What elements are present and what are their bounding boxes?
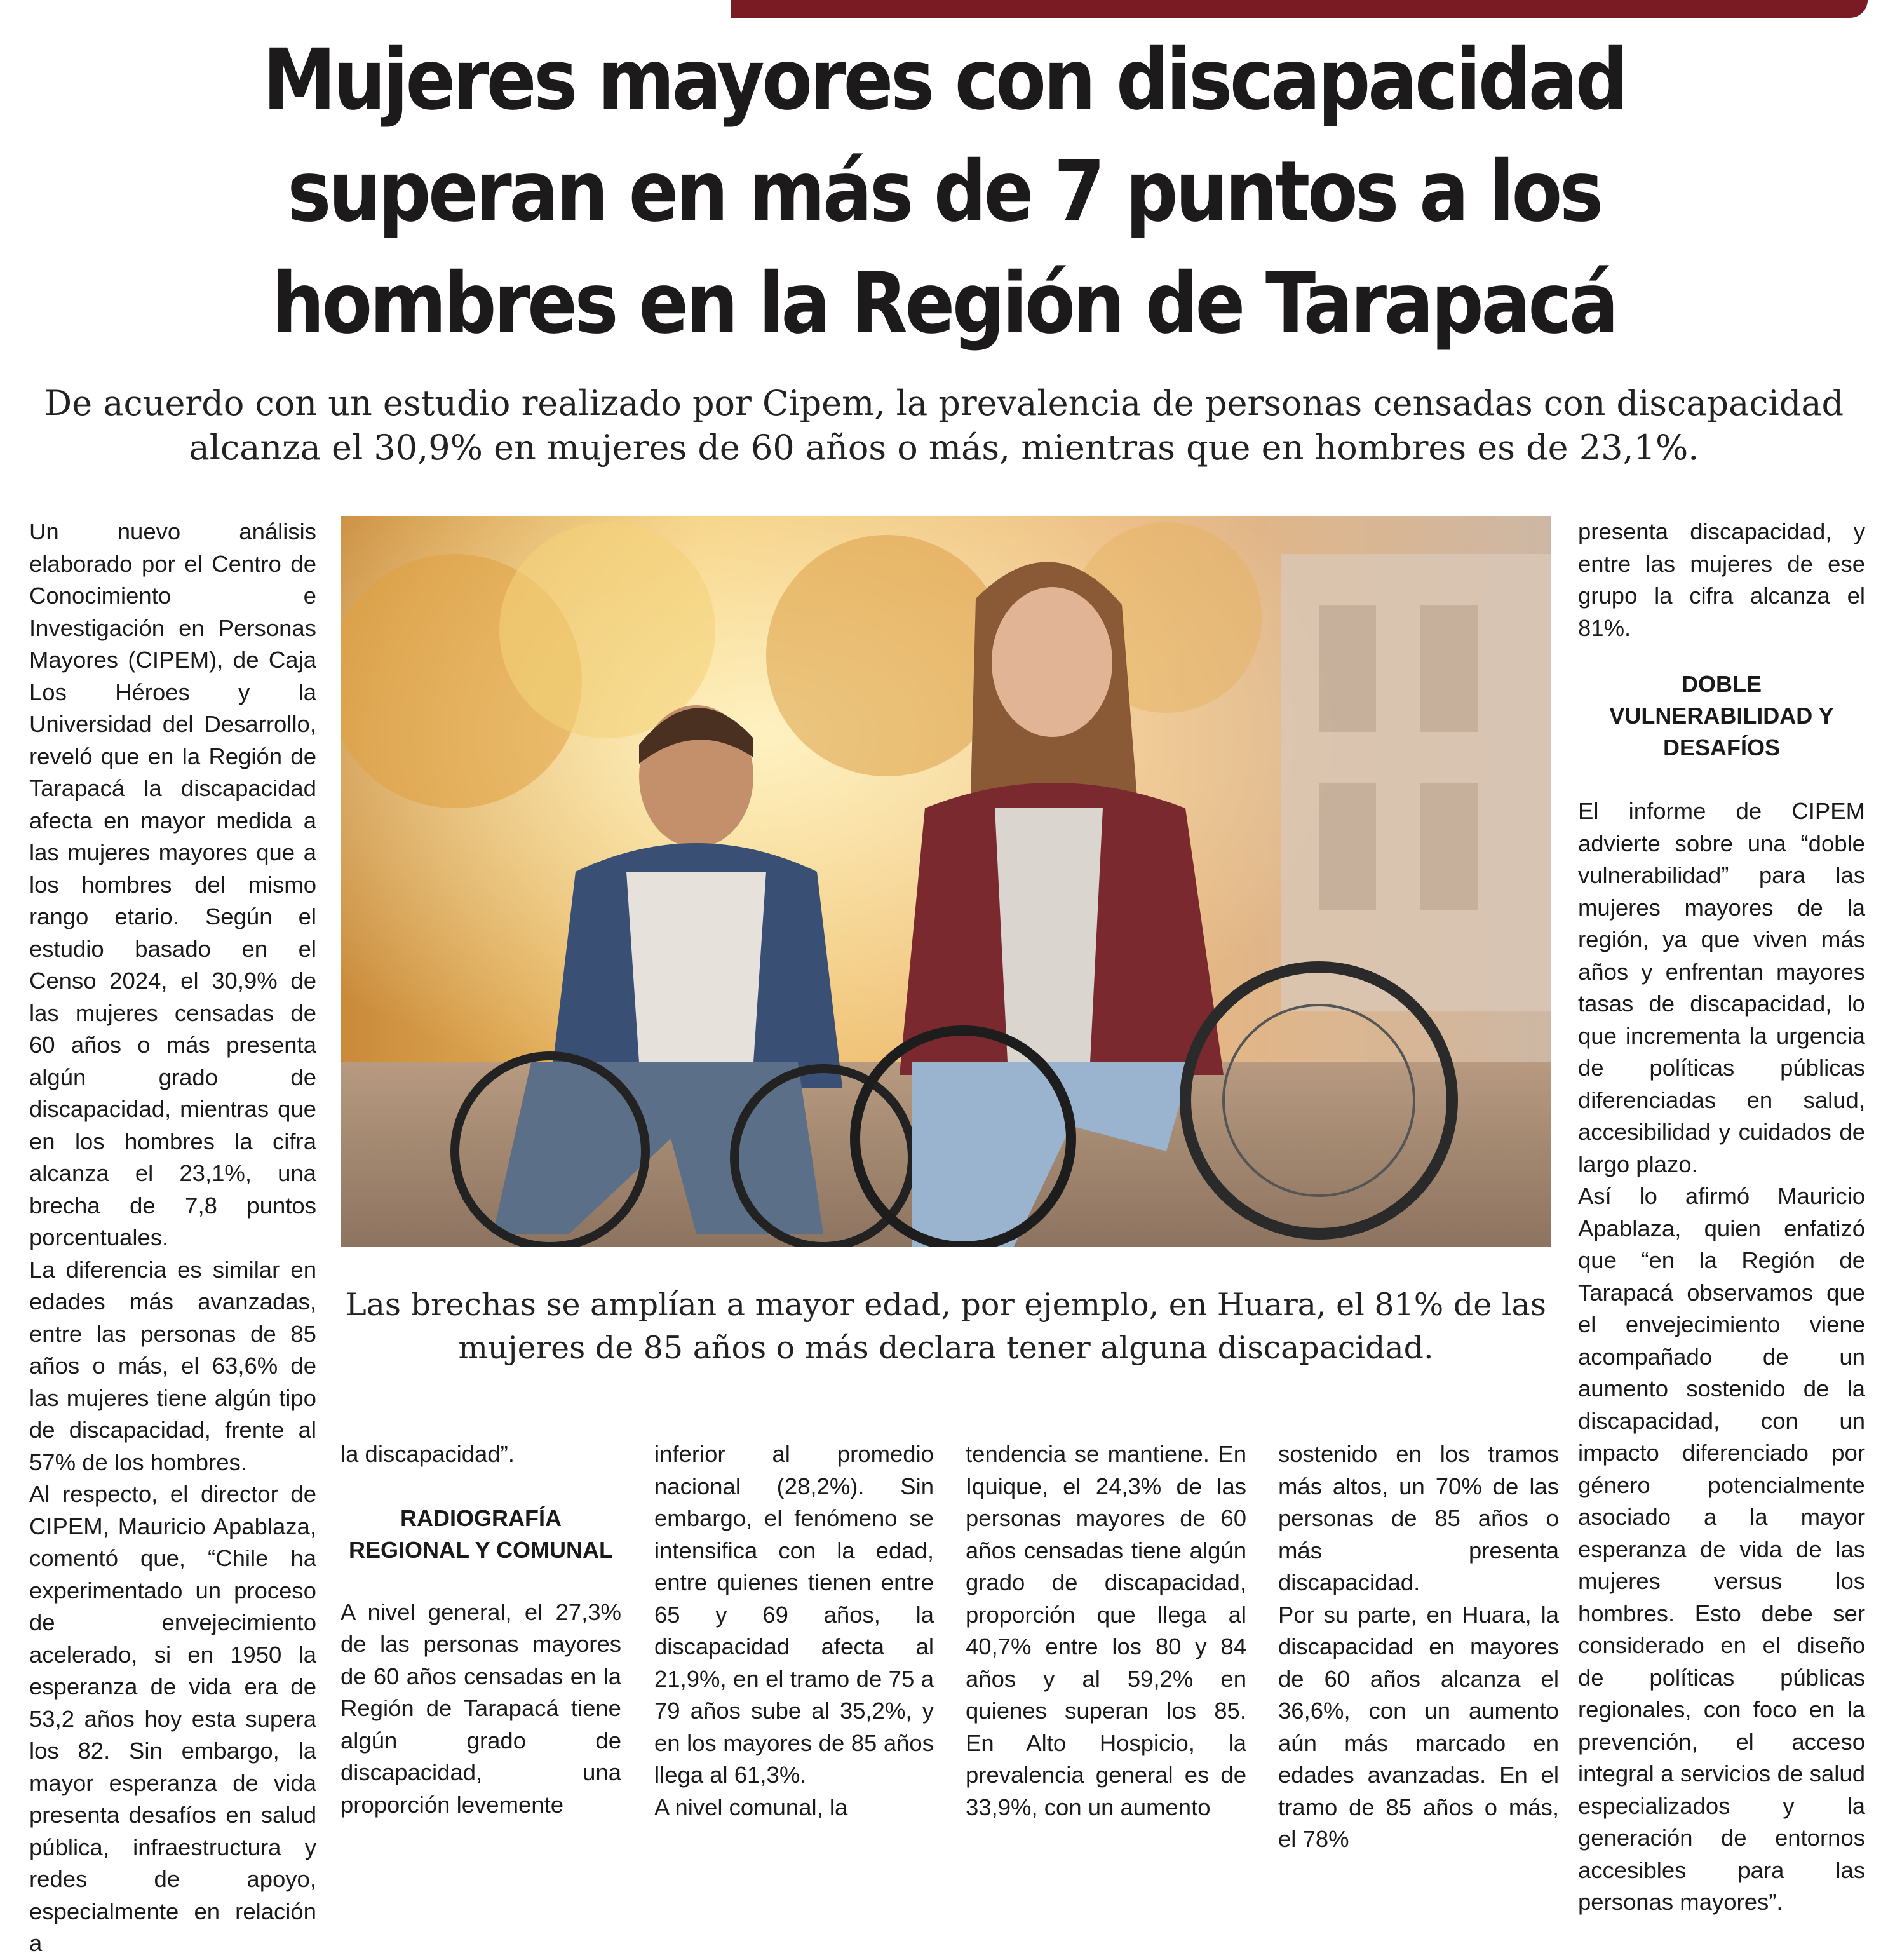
paragraph: A nivel general, el 27,3% de las personas mayores de 60 años censadas en la Región de Tarapacá tiene algún grado de discapacidad, una proporción levemente (341, 1598, 621, 1818)
column-2 (341, 1438, 621, 1821)
column-5 (1278, 1438, 1559, 1856)
section-heading: DOBLE VULNERABILIDAD Y DESAFÍOS (1609, 671, 1834, 760)
column-3 (654, 1438, 934, 1823)
paragraph: Así lo afirmó Mauricio Apablaza, quien enfatizó que “en la Región de Tarapacá observamos que el envejecimiento viene acompañado de un aumento sostenido de la discapacidad, con un impacto diferenciado por género potencialmente asociado a la mayor esperanza de vida de las mujeres versus los hombres. Esto debe ser considerado en el diseño de políticas públicas regionales, con foco en la prevención, el acceso integral a servicios de salud especializados y la generación de entornos accesibles para las personas mayores”. (1578, 1183, 1865, 1915)
subheadline: De acuerdo con un estudio realizado por Cipem, la prevalencia de personas censadas con discapacidad alcanza el 30,9% en mujeres de 60 años o más, mientras que en hombres es de 23,1%. (44, 383, 1844, 468)
section-heading: RADIOGRAFÍA REGIONAL Y COMUNAL (348, 1504, 614, 1563)
paragraph: La diferencia es similar en edades más avanzadas, entre las personas de 85 años o más, el 63,6% de las mujeres tiene algún tipo de discapacidad, frente al 57% de los hombres. (29, 1256, 316, 1475)
paragraph: Por su parte, en Huara, la discapacidad en mayores de 60 años alcanza el 36,6%, con un aumento aún más marcado en edades avanzadas. En el tramo de 85 años o más, el 78% (1278, 1601, 1559, 1852)
paragraph: A nivel comunal, la (654, 1794, 848, 1820)
paragraph: Al respecto, el director de CIPEM, Mauricio Apablaza, comentó que, “Chile ha experimentado un proceso de envejecimiento acelerado, si en 1950 la esperanza de vida era de 53,2 años hoy esta supera los 82. Sin embargo, la mayor esperanza de vida presenta desafíos en salud pública, infraestructura y redes de apoyo, especialmente en relación a (29, 1481, 316, 1956)
paragraph: sostenido en los tramos más altos, un 70% de las personas de 85 años o más presenta discapacidad. (1278, 1441, 1559, 1595)
paragraph: la discapacidad”. (341, 1441, 515, 1467)
headline: Mujeres mayores con discapacidad superan en más de 7 puntos a los hombres en la Región de Tarapacá (262, 31, 1626, 353)
paragraph: tendencia se mantiene. En Iquique, el 24,3% de las personas mayores de 60 años censadas tiene algún grado de discapacidad, proporción que llega al 40,7% entre los 80 y 84 años y al 59,2% en quienes superan los 85. En Alto Hospicio, la prevalencia general es de 33,9%, con un aumento (966, 1441, 1246, 1820)
paragraph: inferior al promedio nacional (28,2%). Sin embargo, el fenómeno se intensifica con la edad, entre quienes tienen entre 65 y 69 años, la discapacidad afecta al 21,9%, en el tramo de 75 a 79 años sube al 35,2%, y en los mayores de 85 años llega al 61,3%. (654, 1441, 934, 1788)
photo-caption: Las brechas se amplían a mayor edad, por ejemplo, en Huara, el 81% de las mujeres de 85 años o más declara tener alguna discapacidad. (346, 1287, 1546, 1366)
paragraph: El informe de CIPEM advierte sobre una “doble vulnerabilidad” para las mujeres mayores de la región, ya que viven más años y enfrentan mayores tasas de discapacidad, lo que incrementa la urgencia de políticas públicas diferenciadas en salud, accesibilidad y cuidados de largo plazo. (1578, 798, 1865, 1177)
paragraph: presenta discapacidad, y entre las mujeres de ese grupo la cifra alcanza el 81%. (1578, 518, 1865, 641)
column-1 (29, 516, 316, 1960)
column-6 (1578, 516, 1865, 1919)
column-4 (966, 1438, 1246, 1823)
article-photo (341, 516, 1551, 1247)
top-accent-bar (731, 0, 1868, 18)
paragraph: Un nuevo análisis elaborado por el Centro de Conocimiento e Investigación en Personas Mayores (CIPEM), de Caja Los Héroes y la Universidad del Desarrollo, reveló que en la Región de Tarapacá la discapacidad afecta en mayor medida a las mujeres mayores que a los hombres del mismo rango etario. Según el estudio basado en el Censo 2024, el 30,9% de las mujeres censadas de 60 años o más presenta algún grado de discapacidad, mientras que en los hombres la cifra alcanza el 23,1%, una brecha de 7,8 puntos porcentuales. (29, 518, 316, 1250)
